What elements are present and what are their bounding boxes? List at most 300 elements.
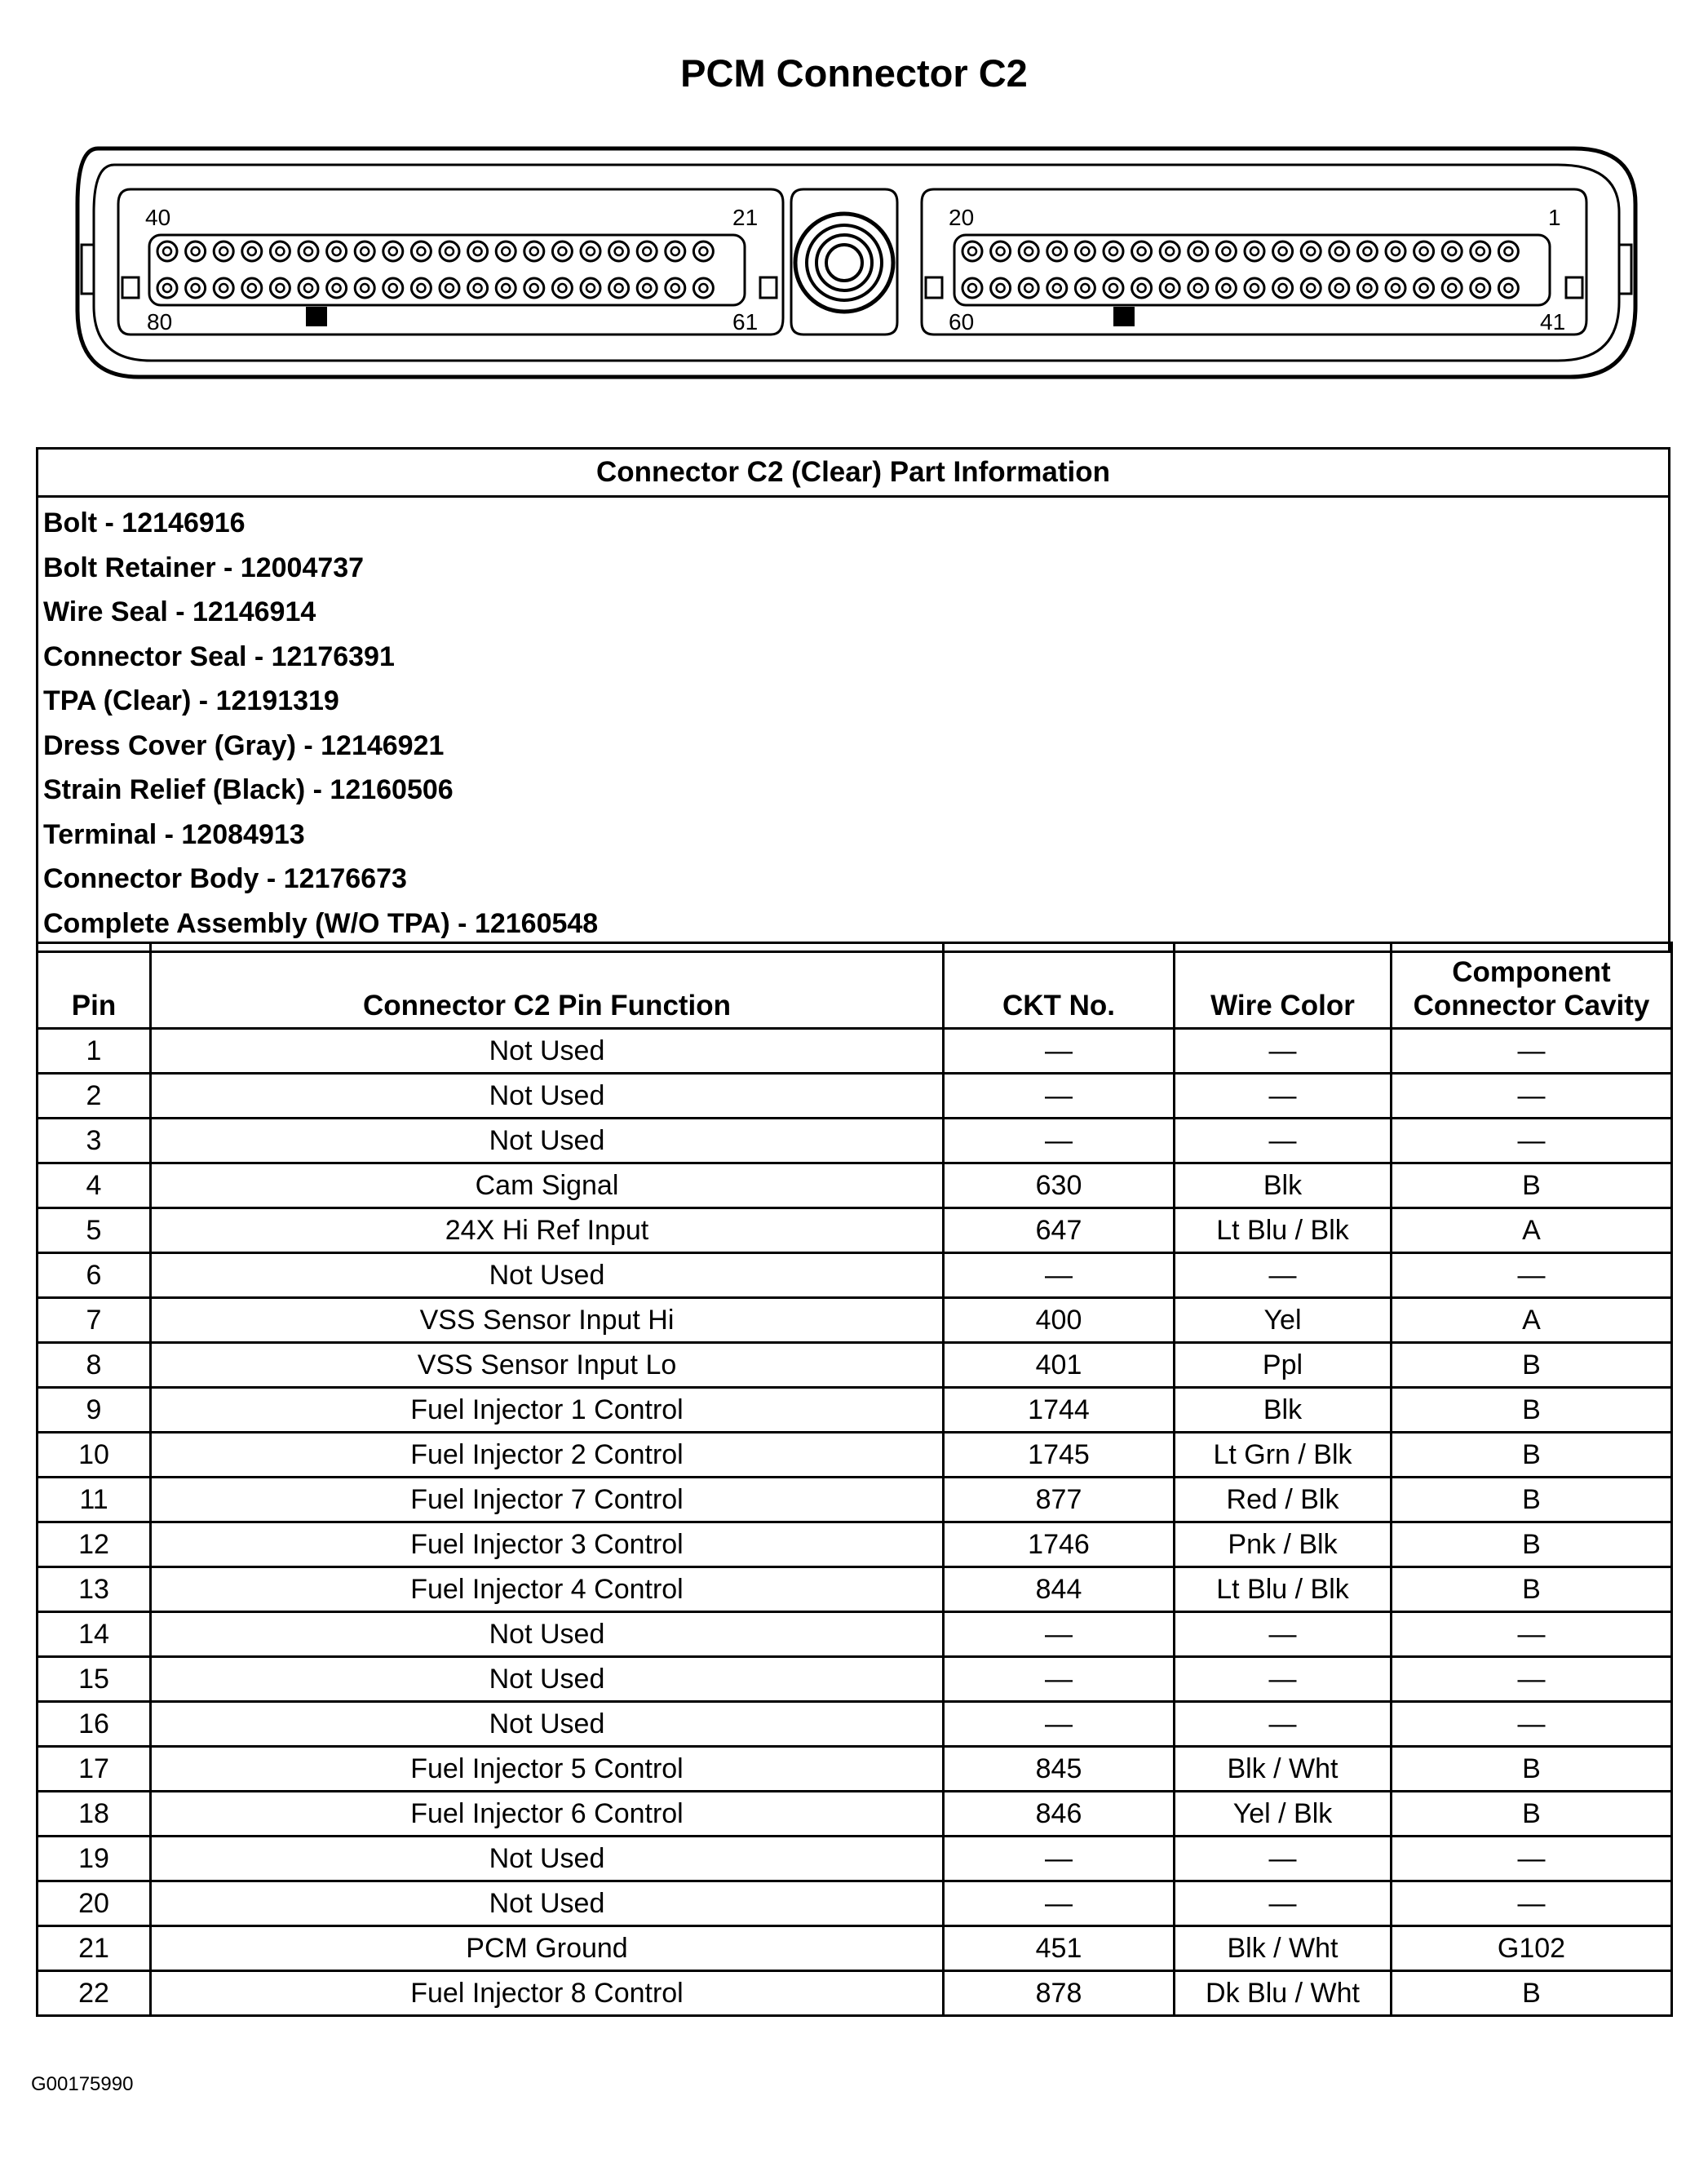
cell-wire-color [1175,1074,1392,1119]
pin-hole-center [530,247,538,255]
cell-text: Fuel Injector 4 Control [410,1573,684,1605]
pin-label-40: 40 [145,205,171,230]
pin-hole-center [474,247,482,255]
cell-text: B [1522,1349,1541,1380]
cell-pin [38,1029,151,1074]
pin-hole-center [1053,284,1061,292]
cell-text: Cam Signal [475,1169,619,1201]
cell-text: Blk / Wht [1227,1753,1339,1784]
cell-function [151,1208,944,1253]
cell-text: 10 [78,1438,109,1470]
dash-text: — [1045,1035,1073,1066]
cell-ckt-no [944,1747,1175,1792]
pin-hole [1104,278,1123,298]
pin-hole-center [615,284,623,292]
cell-text: 630 [1035,1169,1082,1201]
pin-label-61: 61 [732,309,759,335]
cell-cavity [1392,1792,1672,1837]
cell-text: Fuel Injector 6 Control [410,1797,684,1829]
pin-hole-center [699,284,707,292]
cell-function [151,1702,944,1747]
pin-hole [242,242,262,261]
cell-pin [38,1567,151,1612]
cell-text: Not Used [489,1663,605,1695]
cell-text: 11 [79,1483,108,1515]
cell-text: 20 [78,1887,109,1919]
pin-hole-center [502,247,510,255]
pin-hole [1442,242,1462,261]
pin-hole-center [1279,284,1287,292]
dash-text: — [1268,1079,1297,1111]
pin-hole [1047,278,1067,298]
cell-text: A [1522,1304,1541,1336]
pin-hole-center [558,247,566,255]
pin-hole [991,242,1011,261]
pin-hole [383,242,403,261]
connector-housing-outer [77,148,1635,377]
right-latch [1619,245,1631,294]
cell-text: 12 [78,1528,109,1560]
cell-wire-color [1175,1881,1392,1926]
cell-wire-color [1175,1388,1392,1433]
cell-wire-color [1175,1522,1392,1567]
pin-hole [468,242,488,261]
part-info-item: Connector Body - 12176673 [43,863,407,894]
cell-wire-color [1175,1567,1392,1612]
cell-pin [38,1298,151,1343]
cell-ckt-no [944,1119,1175,1163]
connector-diagram [0,139,1708,383]
dash-text: — [1045,1842,1073,1874]
part-info-item: Strain Relief (Black) - 12160506 [43,774,454,805]
cell-wire-color [1175,1298,1392,1343]
cell-text: 401 [1035,1349,1082,1380]
col-header-cavity [1392,943,1672,1029]
pin-hole-center [1279,247,1287,255]
dash-text: — [1268,1887,1297,1919]
pin-hole-center [1448,284,1456,292]
pin-hole [1330,242,1349,261]
connector-housing-inner [94,165,1619,361]
pin-hole-center [389,247,397,255]
col-header-pin: Pin [38,943,151,1029]
cell-text: Blk [1263,1169,1303,1201]
pin-hole [242,278,262,298]
pin-hole-center [586,284,595,292]
pin-hole-center [219,247,228,255]
table-row [38,1702,1672,1747]
pin-hole-center [1335,247,1343,255]
col-header-wire-color: Wire Color [1175,943,1392,1029]
col-header-cavity-line1: Component [1452,956,1611,988]
pin-hole [1301,278,1321,298]
pin-hole [440,278,459,298]
dash-text: — [1517,1708,1546,1739]
pin-hole-center [1363,247,1371,255]
cell-cavity [1392,1029,1672,1074]
dash-text: — [1268,1663,1297,1695]
cell-text: Red / Blk [1226,1483,1339,1515]
cell-function [151,1253,944,1298]
table-row [38,1074,1672,1119]
page-title: PCM Connector C2 [680,51,1028,95]
pin-hole-center [474,284,482,292]
cell-ckt-no [944,1612,1175,1657]
pin-hole-center [248,247,256,255]
pin-hole-center [333,247,341,255]
cell-text: Lt Blu / Blk [1216,1573,1349,1605]
cell-text: Blk / Wht [1227,1932,1339,1964]
cell-text: 6 [86,1259,102,1291]
table-row [38,1522,1672,1567]
cell-function [151,1388,944,1433]
pin-hole [496,278,515,298]
table-row [38,1971,1672,2016]
cell-text: 24X Hi Ref Input [445,1214,649,1246]
cell-text: B [1522,1528,1541,1560]
cell-text: Ppl [1262,1349,1303,1380]
pin-hole-center [304,284,312,292]
cell-pin [38,1792,151,1837]
pin-hole [991,278,1011,298]
dash-text: — [1517,1035,1546,1066]
pin-hole [299,242,318,261]
cell-pin [38,1074,151,1119]
pin-hole-center [1335,284,1343,292]
cell-function [151,1163,944,1208]
cell-text: 845 [1035,1753,1082,1784]
cell-text: Not Used [489,1887,605,1919]
pin-hole [1132,278,1152,298]
pin-hole [637,278,657,298]
cell-text: G102 [1497,1932,1566,1964]
cell-pin [38,1343,151,1388]
cell-pin [38,1702,151,1747]
cell-text: 3 [86,1124,102,1156]
pin-hole-center [1138,284,1146,292]
dash-text: — [1268,1035,1297,1066]
cell-function [151,1747,944,1792]
figure-id: G00175990 [31,2073,134,2095]
pin-hole [1216,278,1236,298]
pin-hole-center [643,284,651,292]
cell-text: 400 [1035,1304,1082,1336]
pin-label-21: 21 [732,205,759,230]
pin-hole [1498,278,1518,298]
pin-hole-center [1194,284,1202,292]
pin-hole-center [643,247,651,255]
pin-hole-center [558,284,566,292]
cell-wire-color [1175,1029,1392,1074]
cell-text: 15 [78,1663,109,1695]
pin-hole-center [968,247,976,255]
cell-ckt-no [944,1522,1175,1567]
cell-text: Fuel Injector 1 Control [410,1394,684,1425]
part-info-item: Complete Assembly (W/O TPA) - 12160548 [43,907,599,939]
cell-ckt-no [944,1298,1175,1343]
cell-wire-color [1175,1657,1392,1702]
cell-text: 8 [86,1349,102,1380]
pin-hole-center [968,284,976,292]
pin-hole [1245,242,1264,261]
left-polarizing-key [306,307,327,326]
cell-wire-color [1175,1433,1392,1478]
cell-cavity [1392,1208,1672,1253]
cell-ckt-no [944,1478,1175,1522]
cell-ckt-no [944,1343,1175,1388]
part-info-table [36,447,1670,953]
table-row [38,1388,1672,1433]
pin-hole [1019,278,1038,298]
cell-function [151,1074,944,1119]
pin-hole [383,278,403,298]
pin-hole [693,242,713,261]
pin-hole [609,278,629,298]
cell-pin [38,1208,151,1253]
cell-text: Not Used [489,1035,605,1066]
cell-cavity [1392,1074,1672,1119]
cell-ckt-no [944,1163,1175,1208]
pin-hole-center [1307,247,1315,255]
part-info-item: Bolt - 12146916 [43,507,246,538]
pin-hole [1132,242,1152,261]
pin-hole [1357,242,1377,261]
pin-table-header-row [38,943,1672,1029]
pin-hole-center [361,247,369,255]
cell-pin [38,1747,151,1792]
cell-cavity [1392,1478,1672,1522]
pin-hole-center [1448,247,1456,255]
part-info-item: Terminal - 12084913 [43,818,305,850]
cell-wire-color [1175,1792,1392,1837]
pin-hole-center [1053,247,1061,255]
cell-text: 16 [78,1708,109,1739]
cell-cavity [1392,1612,1672,1657]
dash-text: — [1268,1259,1297,1291]
pin-hole [1357,278,1377,298]
cell-text: 846 [1035,1797,1082,1829]
dash-text: — [1517,1618,1546,1650]
cell-text: B [1522,1753,1541,1784]
right-polarizing-key [1113,307,1135,326]
cell-function [151,1837,944,1881]
table-row [38,1119,1672,1163]
cell-text: Not Used [489,1708,605,1739]
cell-text: 4 [86,1169,102,1201]
cell-cavity [1392,1522,1672,1567]
right-pin-grid [962,242,1518,298]
cell-ckt-no [944,1567,1175,1612]
part-info-item: Wire Seal - 12146914 [43,596,316,627]
dash-text: — [1517,1663,1546,1695]
cell-text: 1744 [1028,1394,1090,1425]
pin-hole [581,278,600,298]
cell-text: B [1522,1169,1541,1201]
dash-text: — [1517,1842,1546,1874]
pin-hole-center [417,247,425,255]
table-row [38,1792,1672,1837]
pin-hole-center [1166,284,1174,292]
cell-text: Not Used [489,1259,605,1291]
cell-pin [38,1881,151,1926]
cell-ckt-no [944,1253,1175,1298]
pin-hole [1386,278,1405,298]
cell-pin [38,1119,151,1163]
pin-hole-center [1194,247,1202,255]
pin-hole [1019,242,1038,261]
pin-hole-center [1222,284,1230,292]
part-info-list [38,497,1670,952]
cell-ckt-no [944,1926,1175,1971]
pin-hole-center [1392,247,1400,255]
cell-text: Pnk / Blk [1228,1528,1338,1560]
table-row [38,1478,1672,1522]
pin-hole [1471,242,1490,261]
pin-hole [962,242,982,261]
dash-text: — [1517,1887,1546,1919]
right-block-key-right [1566,277,1582,298]
pin-hole [186,242,206,261]
cell-text: B [1522,1573,1541,1605]
table-row [38,1657,1672,1702]
pin-hole-center [304,247,312,255]
pin-hole [581,242,600,261]
pin-hole [355,242,374,261]
bolt-ring-outer [795,214,893,312]
pin-hole [1330,278,1349,298]
pin-hole [270,278,290,298]
cell-function [151,1433,944,1478]
cell-ckt-no [944,1837,1175,1881]
cell-ckt-no [944,1388,1175,1433]
right-key-slot [926,277,942,298]
pin-hole [468,278,488,298]
cell-text: 21 [78,1932,109,1964]
pin-hole [327,278,347,298]
cell-wire-color [1175,1478,1392,1522]
pin-hole [496,242,515,261]
cell-pin [38,1971,151,2016]
table-row [38,1837,1672,1881]
col-header-cavity-line2: Connector Cavity [1413,990,1650,1021]
pin-hole [214,242,233,261]
cell-text: VSS Sensor Input Lo [417,1349,677,1380]
cell-cavity [1392,1433,1672,1478]
cell-function [151,1567,944,1612]
pin-hole [1471,278,1490,298]
cell-wire-color [1175,1837,1392,1881]
pin-hole-center [1081,284,1089,292]
cell-text: Fuel Injector 3 Control [410,1528,684,1560]
table-row [38,1433,1672,1478]
cell-ckt-no [944,1881,1175,1926]
cell-text: Fuel Injector 2 Control [410,1438,684,1470]
pin-hole [1245,278,1264,298]
pin-hole-center [671,247,679,255]
cell-function [151,1029,944,1074]
cell-text: Dk Blu / Wht [1206,1977,1360,2009]
bolt-head [826,245,862,281]
pin-hole-center [1109,284,1117,292]
pin-hole-center [1420,284,1428,292]
dash-text: — [1268,1124,1297,1156]
cell-wire-color [1175,1702,1392,1747]
cell-text: 877 [1035,1483,1082,1515]
cell-text: B [1522,1977,1541,2009]
pin-hole [1188,278,1208,298]
cell-function [151,1343,944,1388]
dash-text: — [1268,1708,1297,1739]
dash-text: — [1045,1663,1073,1695]
dash-text: — [1517,1259,1546,1291]
cell-function [151,1881,944,1926]
table-row [38,1926,1672,1971]
cell-function [151,1971,944,2016]
cell-pin [38,1926,151,1971]
part-info-item: Connector Seal - 12176391 [43,640,395,672]
pin-hole-center [192,247,200,255]
cell-pin [38,1388,151,1433]
pin-function-table [36,942,1673,2017]
cell-text: 1745 [1028,1438,1090,1470]
pin-hole-center [1024,284,1033,292]
pin-hole-center [219,284,228,292]
cell-wire-color [1175,1253,1392,1298]
pin-hole-center [445,247,454,255]
cell-function [151,1298,944,1343]
cell-text: 451 [1035,1932,1082,1964]
dash-text: — [1045,1887,1073,1919]
cell-text: Blk [1263,1394,1303,1425]
pin-table-body [38,1029,1672,2016]
cell-wire-color [1175,1612,1392,1657]
pin-hole [1498,242,1518,261]
pin-hole [157,242,177,261]
pin-hole [524,242,544,261]
cell-text: 13 [78,1573,109,1605]
cell-function [151,1612,944,1657]
table-row [38,1747,1672,1792]
dash-text: — [1517,1124,1546,1156]
pin-hole [1075,242,1095,261]
pin-hole-center [1392,284,1400,292]
cell-cavity [1392,1881,1672,1926]
pin-hole [270,242,290,261]
cell-wire-color [1175,1343,1392,1388]
pin-hole-center [1476,284,1485,292]
cell-text: Lt Blu / Blk [1216,1214,1349,1246]
pin-hole [609,242,629,261]
cell-text: VSS Sensor Input Hi [419,1304,675,1336]
cell-function [151,1926,944,1971]
pin-hole-center [1222,247,1230,255]
pin-hole [1160,278,1179,298]
pin-hole [1047,242,1067,261]
cell-cavity [1392,1837,1672,1881]
dash-text: — [1045,1708,1073,1739]
pin-hole-center [502,284,510,292]
cell-text: 19 [78,1842,109,1874]
pin-hole [411,278,431,298]
cell-wire-color [1175,1971,1392,2016]
cell-cavity [1392,1119,1672,1163]
dash-text: — [1517,1079,1546,1111]
pin-hole [1273,242,1293,261]
pin-hole [962,278,982,298]
pin-hole [355,278,374,298]
table-row [38,1881,1672,1926]
pin-hole-center [417,284,425,292]
